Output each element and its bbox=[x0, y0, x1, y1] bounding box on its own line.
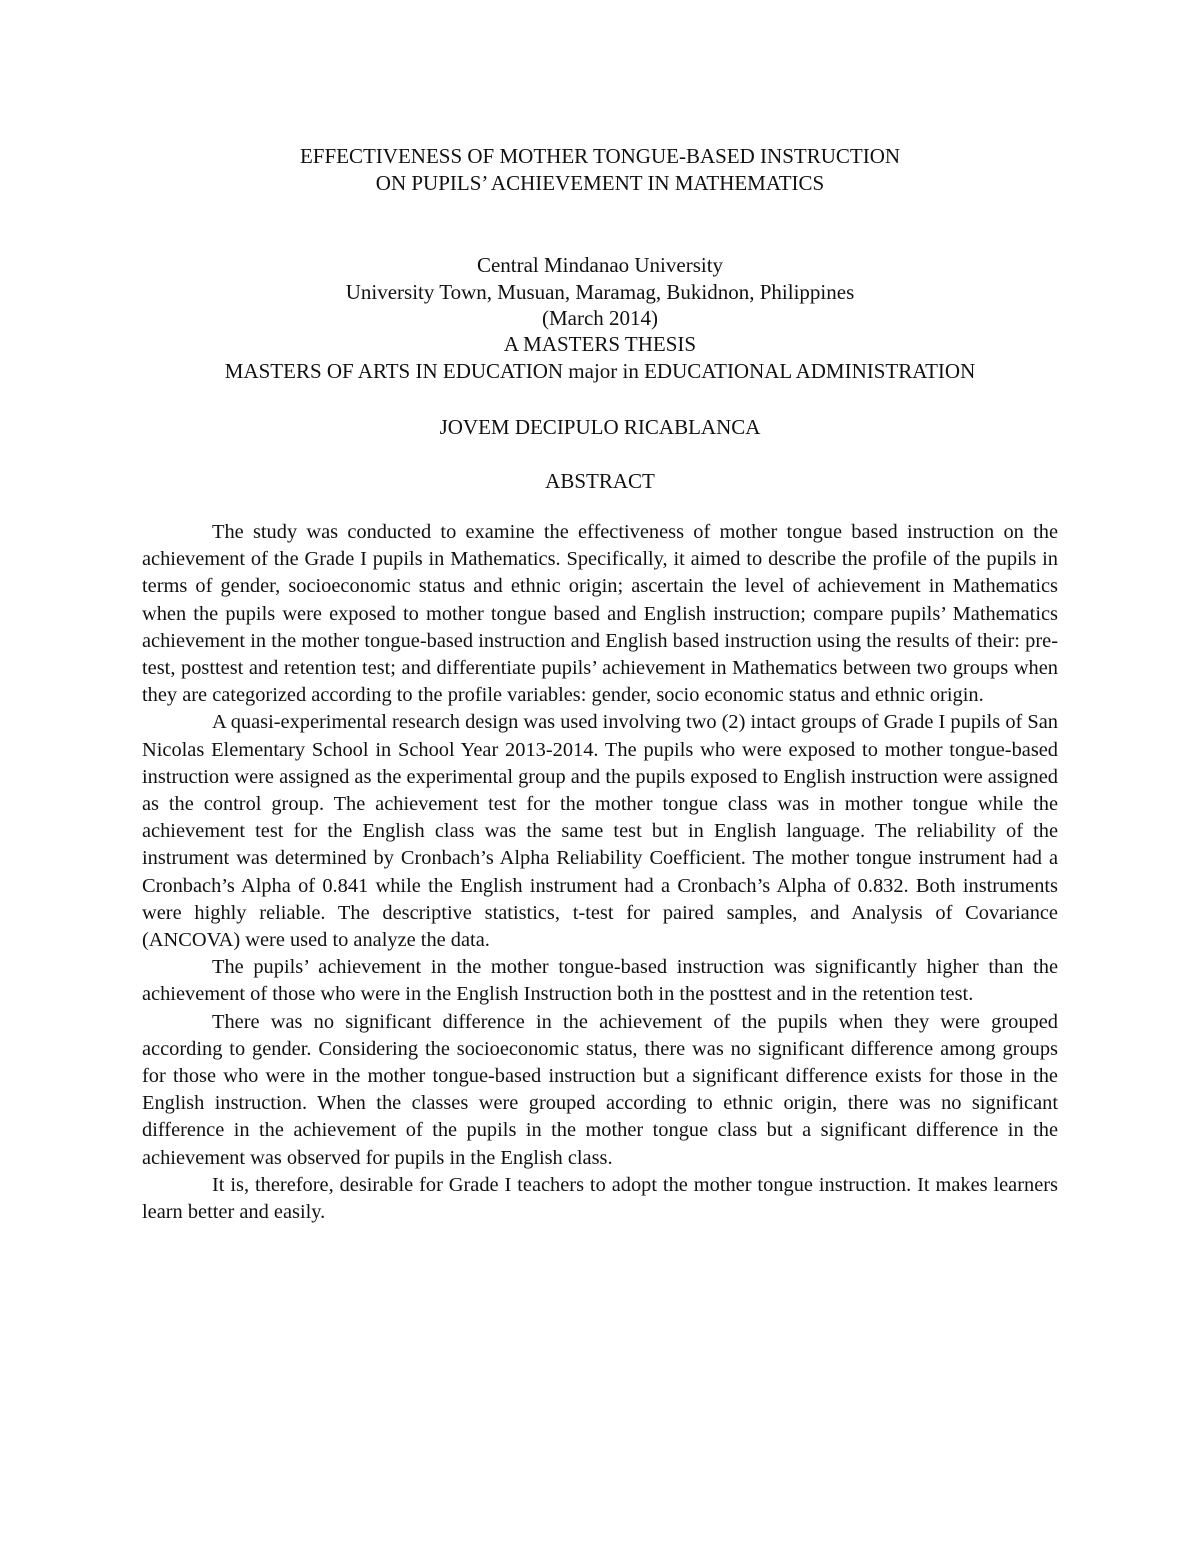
title-line-1: EFFECTIVENESS OF MOTHER TONGUE-BASED INSTRUCTION bbox=[299, 144, 901, 168]
abstract-paragraph: The study was conducted to examine the effectiveness of mother tongue based instruction on the achievement of the Grade I pupils in Mathematics. Specifically, it aimed to describe the profile of the pupils in terms of gender, socioeconomic status and ethnic origin; ascertain the level of achievement in Mathematics when the pupils were exposed to mother tongue based and English instruction; compare pupils’ Mathematics achievement in the mother tongue-based instruction and English based instruction using the results of their: pre-test, posttest and retention test; and differentiate pupils’ achievement in Mathematics between two groups when they are categorized according to the profile variables: gender, socio economic status and ethnic origin. bbox=[142, 521, 1058, 707]
thesis-date: (March 2014) bbox=[541, 306, 659, 330]
institution-name: Central Mindanao University bbox=[476, 253, 724, 277]
title-line-2: ON PUPILS’ ACHIEVEMENT IN MATHEMATICS bbox=[375, 171, 825, 195]
author-name: JOVEM DECIPULO RICABLANCA bbox=[439, 415, 761, 439]
abstract-paragraph: There was no significant difference in the achievement of the pupils when they were grouped according to gender. Considering the socioeconomic status, there was no significant difference among groups for those who were in the mother tongue-based instruction but a significant difference exists for those in the English instruction. When the classes were grouped according to ethnic origin, there was no significant difference in the achievement of the pupils in the mother tongue class but a significant difference in the achievement was observed for pupils in the English class. bbox=[142, 1010, 1058, 1169]
abstract-paragraph: A quasi-experimental research design was used involving two (2) intact groups of Grade I pupils of San Nicolas Elementary School in School Year 2013-2014. The pupils who were exposed to mother tongue-based instruction were assigned as the experimental group and the pupils exposed to English instruction were assigned as the control group. The achievement test for the mother tongue class was in mother tongue while the achievement test for the English class was the same test but in English language. The reliability of the instrument was determined by Cronbach’s Alpha Reliability Coefficient. The mother tongue instrument had a Cronbach’s Alpha of 0.841 while the English instrument had a Cronbach’s Alpha of 0.832. Both instruments were highly reliable. The descriptive statistics, t-test for paired samples, and Analysis of Covariance (ANCOVA) were used to analyze the data. bbox=[142, 711, 1059, 952]
abstract-paragraph: The pupils’ achievement in the mother tongue-based instruction was significantly higher than the achievement of those who were in the English Instruction both in the posttest and in the retention test. bbox=[142, 956, 1058, 1006]
abstract-paragraph: It is, therefore, desirable for Grade I teachers to adopt the mother tongue instruction. It makes learners learn better and easily. bbox=[142, 1173, 1058, 1224]
degree-program: MASTERS OF ARTS IN EDUCATION major in EDUCATIONAL ADMINISTRATION bbox=[224, 359, 976, 383]
thesis-type: A MASTERS THESIS bbox=[503, 332, 697, 356]
abstract-body bbox=[142, 519, 1058, 1226]
institution-address: University Town, Musuan, Maramag, Bukidnon, Philippines bbox=[345, 280, 855, 304]
abstract-heading: ABSTRACT bbox=[545, 469, 655, 493]
